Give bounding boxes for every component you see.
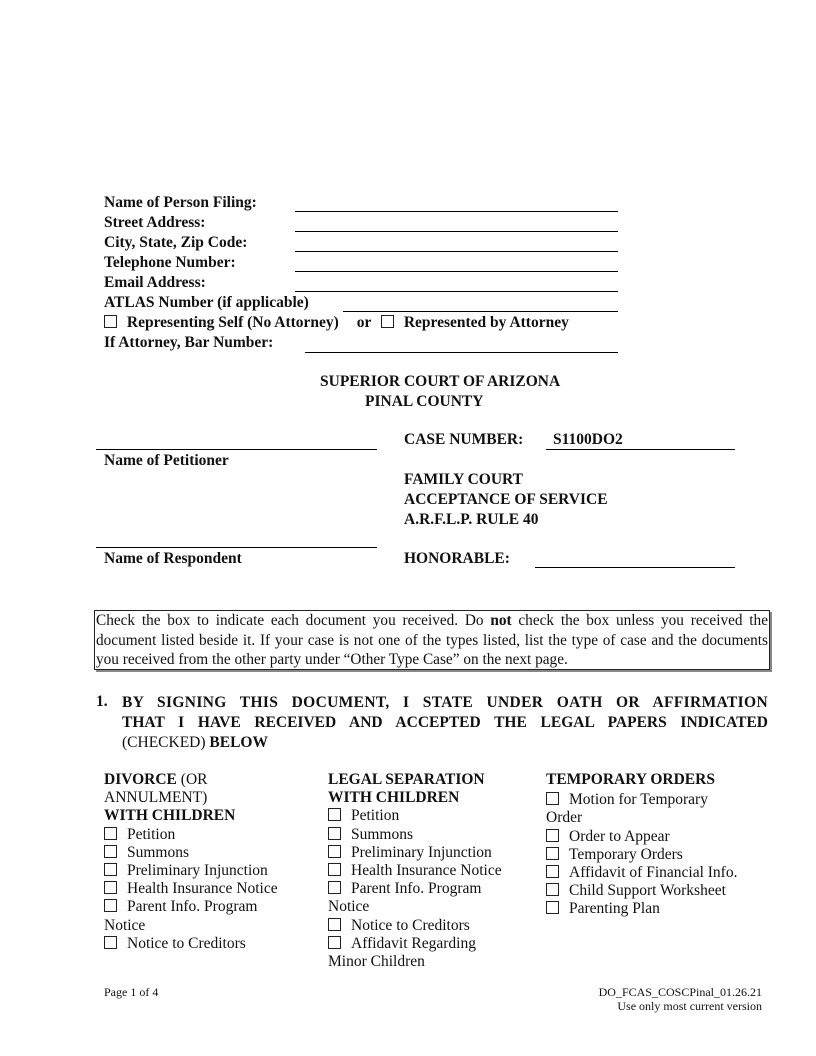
section-statement (122, 693, 768, 753)
honorable-label: HONORABLE: (404, 550, 510, 567)
case-number-value: S1100DO2 (553, 431, 623, 448)
item-label: Summons (351, 825, 414, 843)
divorce-item[interactable] (104, 844, 314, 862)
item-label: Child Support Worksheet (569, 882, 726, 900)
case-number-label: CASE NUMBER: (404, 431, 524, 448)
instructions-box (94, 610, 770, 670)
case-title-2: ACCEPTANCE OF SERVICE (404, 491, 608, 508)
email-label: Email Address: (104, 274, 206, 291)
separation-checkbox[interactable] (328, 808, 341, 821)
item-label: Temporary Orders (569, 845, 683, 863)
self-checkbox[interactable] (104, 315, 117, 328)
divorce-item[interactable] (104, 826, 314, 844)
statement-line-2: THAT I HAVE RECEIVED AND ACCEPTED THE LEGAL PAPERS INDICATED (122, 714, 768, 731)
court-title: SUPERIOR COURT OF ARIZONA (320, 373, 561, 390)
honorable-field[interactable] (535, 567, 735, 568)
atlas-label: ATLAS Number (if applicable) (104, 294, 309, 311)
divorce-checkbox[interactable] (104, 863, 117, 876)
email-field[interactable] (295, 291, 618, 292)
petitioner-field[interactable] (96, 449, 377, 450)
divorce-checkbox[interactable] (104, 881, 117, 894)
temporary-item[interactable] (546, 882, 771, 900)
section-number: 1. (96, 693, 108, 710)
item-label: Health Insurance Notice (127, 880, 278, 898)
temporary-column (546, 771, 771, 919)
item-label: Petition (127, 825, 176, 843)
item-label: Order to Appear (569, 827, 670, 845)
divorce-checkbox[interactable] (104, 845, 117, 858)
instructions-text-2: check the box unless you received the document listed beside it. If your case is not one of the types listed, list the type of case and the documents you received from the other party under “Other Type Case” on the next page. (96, 612, 768, 668)
case-title-1: FAMILY COURT (404, 471, 524, 488)
separation-item-wrap: Minor Children (328, 953, 425, 971)
temporary-item[interactable] (546, 864, 771, 882)
item-label: Parenting Plan (569, 900, 660, 918)
separation-subtitle: WITH CHILDREN (328, 789, 460, 807)
item-label: Notice to Creditors (127, 934, 246, 952)
separation-item[interactable] (328, 917, 533, 935)
divorce-checkbox[interactable] (104, 899, 117, 912)
temporary-item[interactable] (546, 846, 771, 864)
divorce-item-wrap: Notice (104, 916, 146, 934)
separation-checkbox[interactable] (328, 845, 341, 858)
item-label: Notice to Creditors (351, 916, 470, 934)
street-label: Street Address: (104, 214, 206, 231)
separation-item[interactable] (328, 862, 533, 880)
item-label: Petition (351, 807, 400, 825)
temporary-checkbox[interactable] (546, 865, 559, 878)
page-number: Page 1 of 4 (104, 985, 159, 999)
case-title-3: A.R.F.L.P. RULE 40 (404, 511, 539, 528)
statement-line-3b: BELOW (209, 734, 268, 751)
divorce-item[interactable] (104, 880, 314, 898)
item-label: Parent Info. Program (127, 898, 258, 916)
separation-checkbox[interactable] (328, 827, 341, 840)
item-label: Summons (127, 843, 190, 861)
item-label: Health Insurance Notice (351, 862, 502, 880)
attorney-label: Represented by Attorney (403, 314, 569, 331)
divorce-item[interactable] (104, 935, 314, 953)
divorce-title: DIVORCE (104, 771, 177, 788)
item-label: Affidavit of Financial Info. (569, 864, 738, 882)
phone-label: Telephone Number: (104, 254, 236, 271)
separation-item[interactable] (328, 807, 533, 825)
divorce-checkbox[interactable] (104, 827, 117, 840)
attorney-checkbox[interactable] (381, 315, 394, 328)
temporary-item[interactable] (546, 828, 771, 846)
separation-item[interactable] (328, 844, 533, 862)
item-label: Preliminary Injunction (127, 862, 268, 880)
divorce-item[interactable] (104, 898, 314, 916)
county-title: PINAL COUNTY (365, 393, 484, 410)
temporary-item[interactable] (546, 791, 771, 809)
divorce-item[interactable] (104, 862, 314, 880)
case-number-field[interactable] (546, 449, 735, 450)
or-label: or (356, 314, 372, 331)
separation-checkbox[interactable] (328, 881, 341, 894)
bar-label: If Attorney, Bar Number: (104, 334, 274, 351)
respondent-field[interactable] (96, 547, 377, 548)
self-label: Representing Self (No Attorney) (126, 314, 339, 331)
atlas-field[interactable] (343, 311, 618, 312)
separation-item[interactable] (328, 880, 533, 898)
temporary-title: TEMPORARY ORDERS (546, 771, 715, 788)
street-field[interactable] (295, 231, 618, 232)
representation-row (104, 313, 569, 333)
divorce-checkbox[interactable] (104, 936, 117, 949)
petitioner-label: Name of Petitioner (104, 452, 229, 469)
version-note: Use only most current version (617, 999, 762, 1013)
temporary-checkbox[interactable] (546, 847, 559, 860)
temporary-checkbox[interactable] (546, 883, 559, 896)
separation-item[interactable] (328, 935, 533, 953)
instructions-emphasis: not (490, 612, 512, 629)
form-id: DO_FCAS_COSCPinal_01.26.21 (598, 985, 762, 999)
item-label: Affidavit Regarding (351, 934, 476, 952)
temporary-checkbox[interactable] (546, 792, 559, 805)
item-label: Motion for Temporary (569, 791, 708, 809)
separation-checkbox[interactable] (328, 936, 341, 949)
temporary-checkbox[interactable] (546, 829, 559, 842)
item-label: Preliminary Injunction (351, 843, 492, 861)
statement-line-3a: (CHECKED) (122, 734, 206, 751)
separation-column (328, 771, 533, 971)
separation-title: LEGAL SEPARATION (328, 771, 485, 788)
city-label: City, State, Zip Code: (104, 234, 248, 251)
city-field[interactable] (295, 251, 618, 252)
temporary-checkbox[interactable] (546, 901, 559, 914)
phone-field[interactable] (295, 271, 618, 272)
temporary-item-wrap: Order (546, 809, 583, 827)
name-label: Name of Person Filing: (104, 194, 257, 211)
name-field[interactable] (295, 211, 618, 212)
item-label: Parent Info. Program (351, 880, 482, 898)
divorce-title-note-b: ANNULMENT) (104, 789, 208, 807)
separation-checkbox[interactable] (328, 863, 341, 876)
divorce-title-note-a: (OR (176, 771, 208, 788)
statement-line-1: BY SIGNING THIS DOCUMENT, I STATE UNDER OATH OR AFFIRMATION (122, 694, 768, 711)
divorce-subtitle: WITH CHILDREN (104, 807, 236, 825)
separation-item[interactable] (328, 826, 533, 844)
separation-checkbox[interactable] (328, 918, 341, 931)
bar-field[interactable] (305, 352, 618, 353)
divorce-column (104, 771, 314, 953)
temporary-item[interactable] (546, 900, 771, 918)
instructions-text-1: Check the box to indicate each document you received. Do (96, 612, 491, 629)
separation-item-wrap: Notice (328, 898, 370, 916)
respondent-label: Name of Respondent (104, 550, 242, 567)
